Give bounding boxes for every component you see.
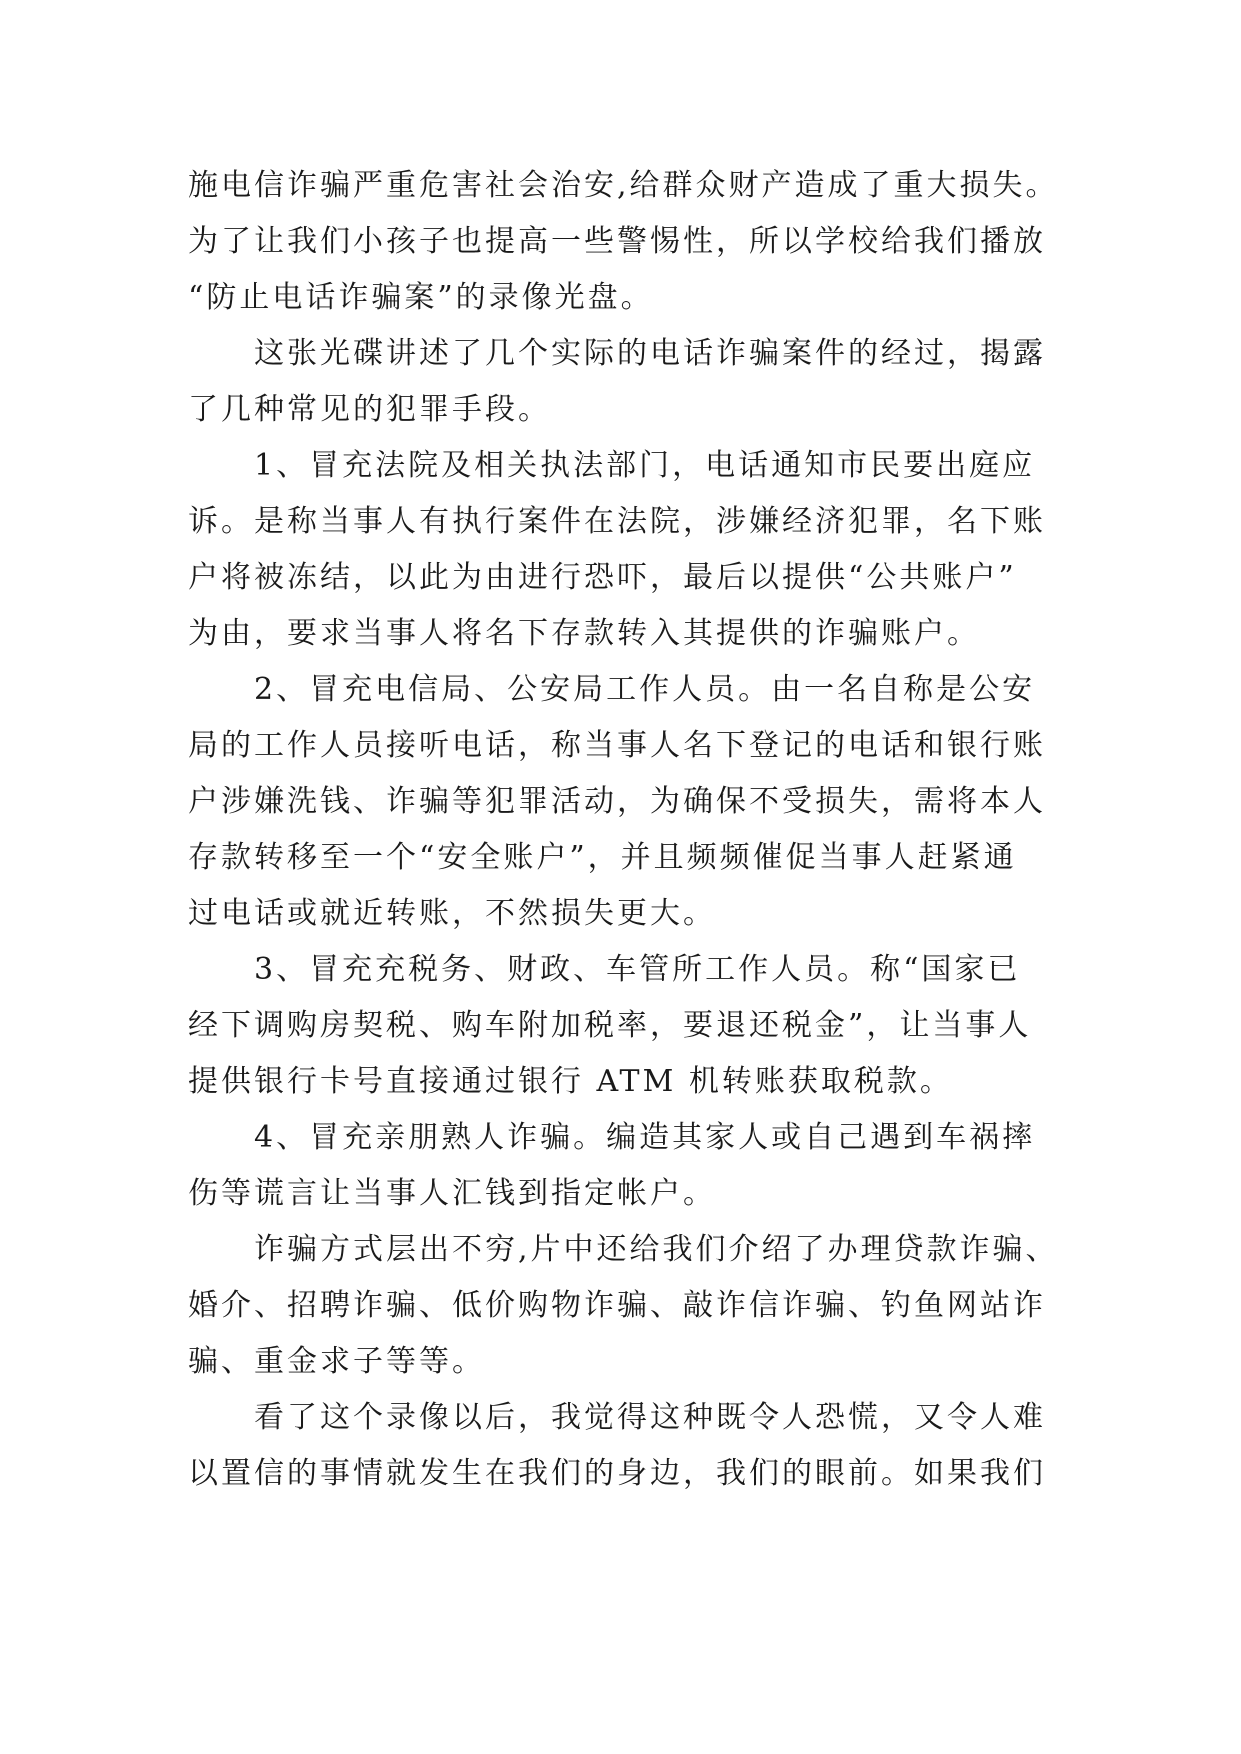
body-text <box>188 158 1088 1502</box>
paragraph-first-line: 看了这个录像以后，我觉得这种既令人恐慌，又令人难 <box>254 1400 1046 1435</box>
text-line: 以置信的事情就发生在我们的身边，我们的眼前。如果我们 <box>188 1456 1046 1491</box>
text-line: 过电话或就近转账，不然损失更大。 <box>188 896 716 931</box>
text-line: 施电信诈骗严重危害社会治安,给群众财产造成了重大损失。 <box>188 168 1059 203</box>
paragraph-first-line: 这张光碟讲述了几个实际的电话诈骗案件的经过，揭露 <box>254 336 1046 371</box>
text-line: “防止电话诈骗案”的录像光盘。 <box>188 280 654 315</box>
paragraph-first-line: 2、冒充电信局、公安局工作人员。由一名自称是公安 <box>254 672 1036 707</box>
text-line: 伤等谎言让当事人汇钱到指定帐户。 <box>188 1176 716 1211</box>
text-line: 为了让我们小孩子也提高一些警惕性，所以学校给我们播放 <box>188 224 1046 259</box>
paragraph-first-line: 4、冒充亲朋熟人诈骗。编造其家人或自己遇到车祸摔 <box>254 1120 1036 1155</box>
text-line: 婚介、招聘诈骗、低价购物诈骗、敲诈信诈骗、钓鱼网站诈 <box>188 1288 1046 1323</box>
text-line: 提供银行卡号直接通过银行 ATM 机转账获取税款。 <box>188 1064 953 1099</box>
text-line: 存款转移至一个“安全账户”，并且频频催促当事人赶紧通 <box>188 840 1017 875</box>
paragraph-first-line: 3、冒充充税务、财政、车管所工作人员。称“国家已 <box>254 952 1021 987</box>
text-line: 经下调购房契税、购车附加税率，要退还税金”，让当事人 <box>188 1008 1032 1043</box>
text-line: 为由，要求当事人将名下存款转入其提供的诈骗账户。 <box>188 616 980 651</box>
text-line: 诉。是称当事人有执行案件在法院，涉嫌经济犯罪，名下账 <box>188 504 1046 539</box>
text-line: 局的工作人员接听电话，称当事人名下登记的电话和银行账 <box>188 728 1046 763</box>
text-line: 户涉嫌洗钱、诈骗等犯罪活动，为确保不受损失，需将本人 <box>188 784 1046 819</box>
paragraph-first-line: 诈骗方式层出不穷,片中还给我们介绍了办理贷款诈骗、 <box>254 1232 1059 1267</box>
text-line: 骗、重金求子等等。 <box>188 1344 485 1379</box>
text-line: 户将被冻结，以此为由进行恐吓，最后以提供“公共账户” <box>188 560 1017 595</box>
paragraph-first-line: 1、冒充法院及相关执法部门，电话通知市民要出庭应 <box>254 448 1036 483</box>
text-line: 了几种常见的犯罪手段。 <box>188 392 551 427</box>
